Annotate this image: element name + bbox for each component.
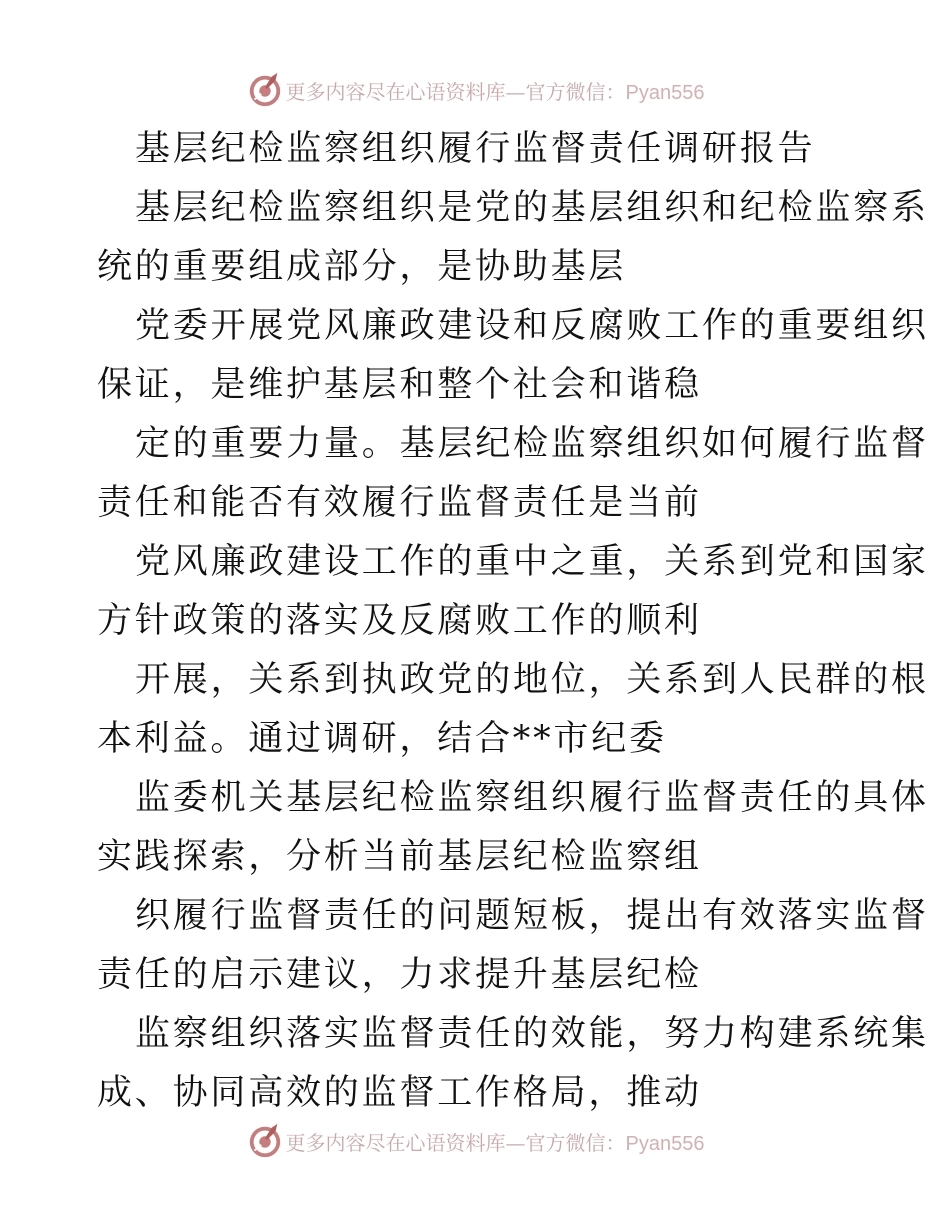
footer-watermark	[0, 1121, 950, 1161]
body-line: 党风廉政建设工作的重中之重，关系到党和国家	[135, 542, 929, 582]
body-line: 方针政策的落实及反腐败工作的顺利	[97, 601, 702, 641]
watermark-wechat-id: Pyan556	[625, 1132, 705, 1155]
body-line: 党委开展党风廉政建设和反腐败工作的重要组织	[135, 306, 929, 346]
body-line: 成、协同高效的监督工作格局，推动	[97, 1073, 702, 1113]
document-title: 基层纪检监察组织履行监督责任调研报告	[135, 129, 816, 169]
body-line: 开展，关系到执政党的地位，关系到人民群的根	[135, 660, 929, 700]
watermark-wechat-id: Pyan556	[625, 81, 705, 104]
quill-circle-logo-icon	[246, 1122, 284, 1160]
body-line: 基层纪检监察组织是党的基层组织和纪检监察系	[135, 188, 929, 228]
body-line: 定的重要力量。基层纪检监察组织如何履行监督	[135, 424, 929, 464]
body-line: 监委机关基层纪检监察组织履行监督责任的具体	[135, 778, 929, 818]
body-line: 统的重要组成部分，是协助基层	[97, 247, 627, 287]
watermark-text: 更多内容尽在心语资料库—官方微信：Pyan556	[285, 1130, 705, 1155]
body-line: 保证，是维护基层和整个社会和谐稳	[97, 365, 702, 405]
body-line: 责任的启示建议，力求提升基层纪检	[97, 955, 702, 995]
body-line: 本利益。通过调研，结合**市纪委	[97, 719, 667, 759]
body-line: 织履行监督责任的问题短板，提出有效落实监督	[135, 896, 929, 936]
watermark-text: 更多内容尽在心语资料库—官方微信：Pyan556	[285, 79, 705, 104]
body-line: 监察组织落实监督责任的效能，努力构建系统集	[135, 1014, 929, 1054]
body-line: 责任和能否有效履行监督责任是当前	[97, 483, 702, 523]
body-line: 实践探索，分析当前基层纪检监察组	[97, 837, 702, 877]
